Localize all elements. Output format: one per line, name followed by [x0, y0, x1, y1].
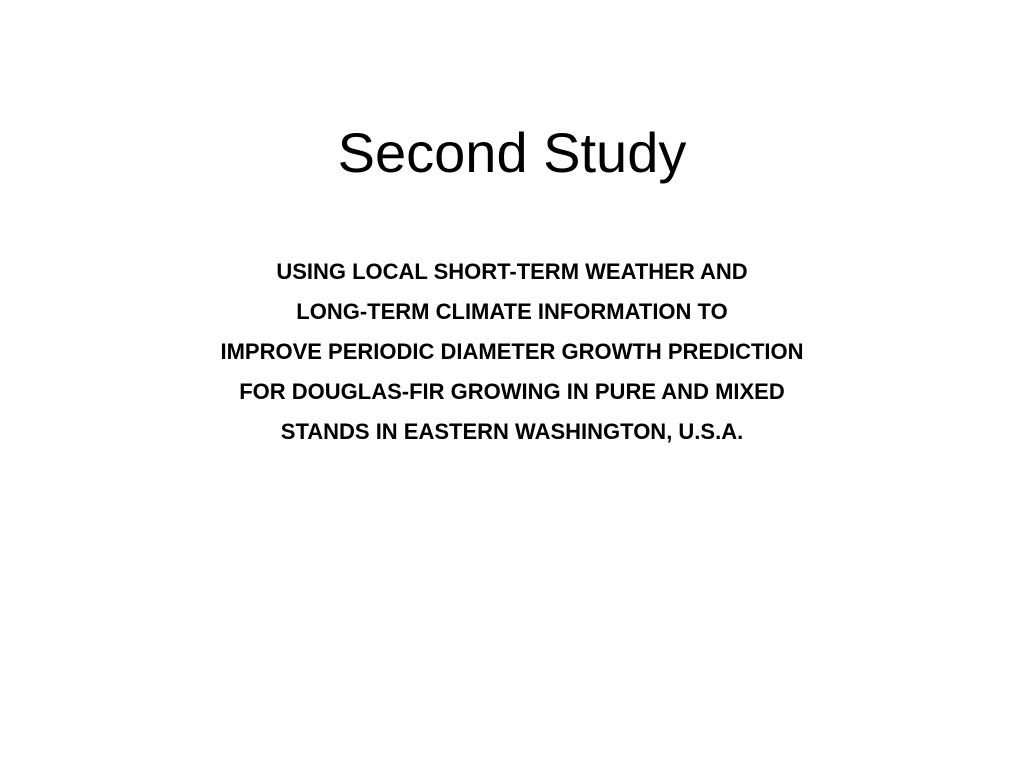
subtitle-line: USING LOCAL SHORT-TERM WEATHER AND — [276, 259, 748, 284]
subtitle-line: STANDS IN EASTERN WASHINGTON, U.S.A. — [280, 419, 744, 444]
subtitle-line: FOR DOUGLAS-FIR GROWING IN PURE AND MIXED — [239, 379, 785, 404]
slide-title: Second Study — [337, 121, 687, 184]
study-subtitle — [0, 252, 1024, 452]
subtitle-line: IMPROVE PERIODIC DIAMETER GROWTH PREDICTION — [220, 339, 804, 364]
subtitle-line: LONG-TERM CLIMATE INFORMATION TO — [296, 299, 728, 324]
